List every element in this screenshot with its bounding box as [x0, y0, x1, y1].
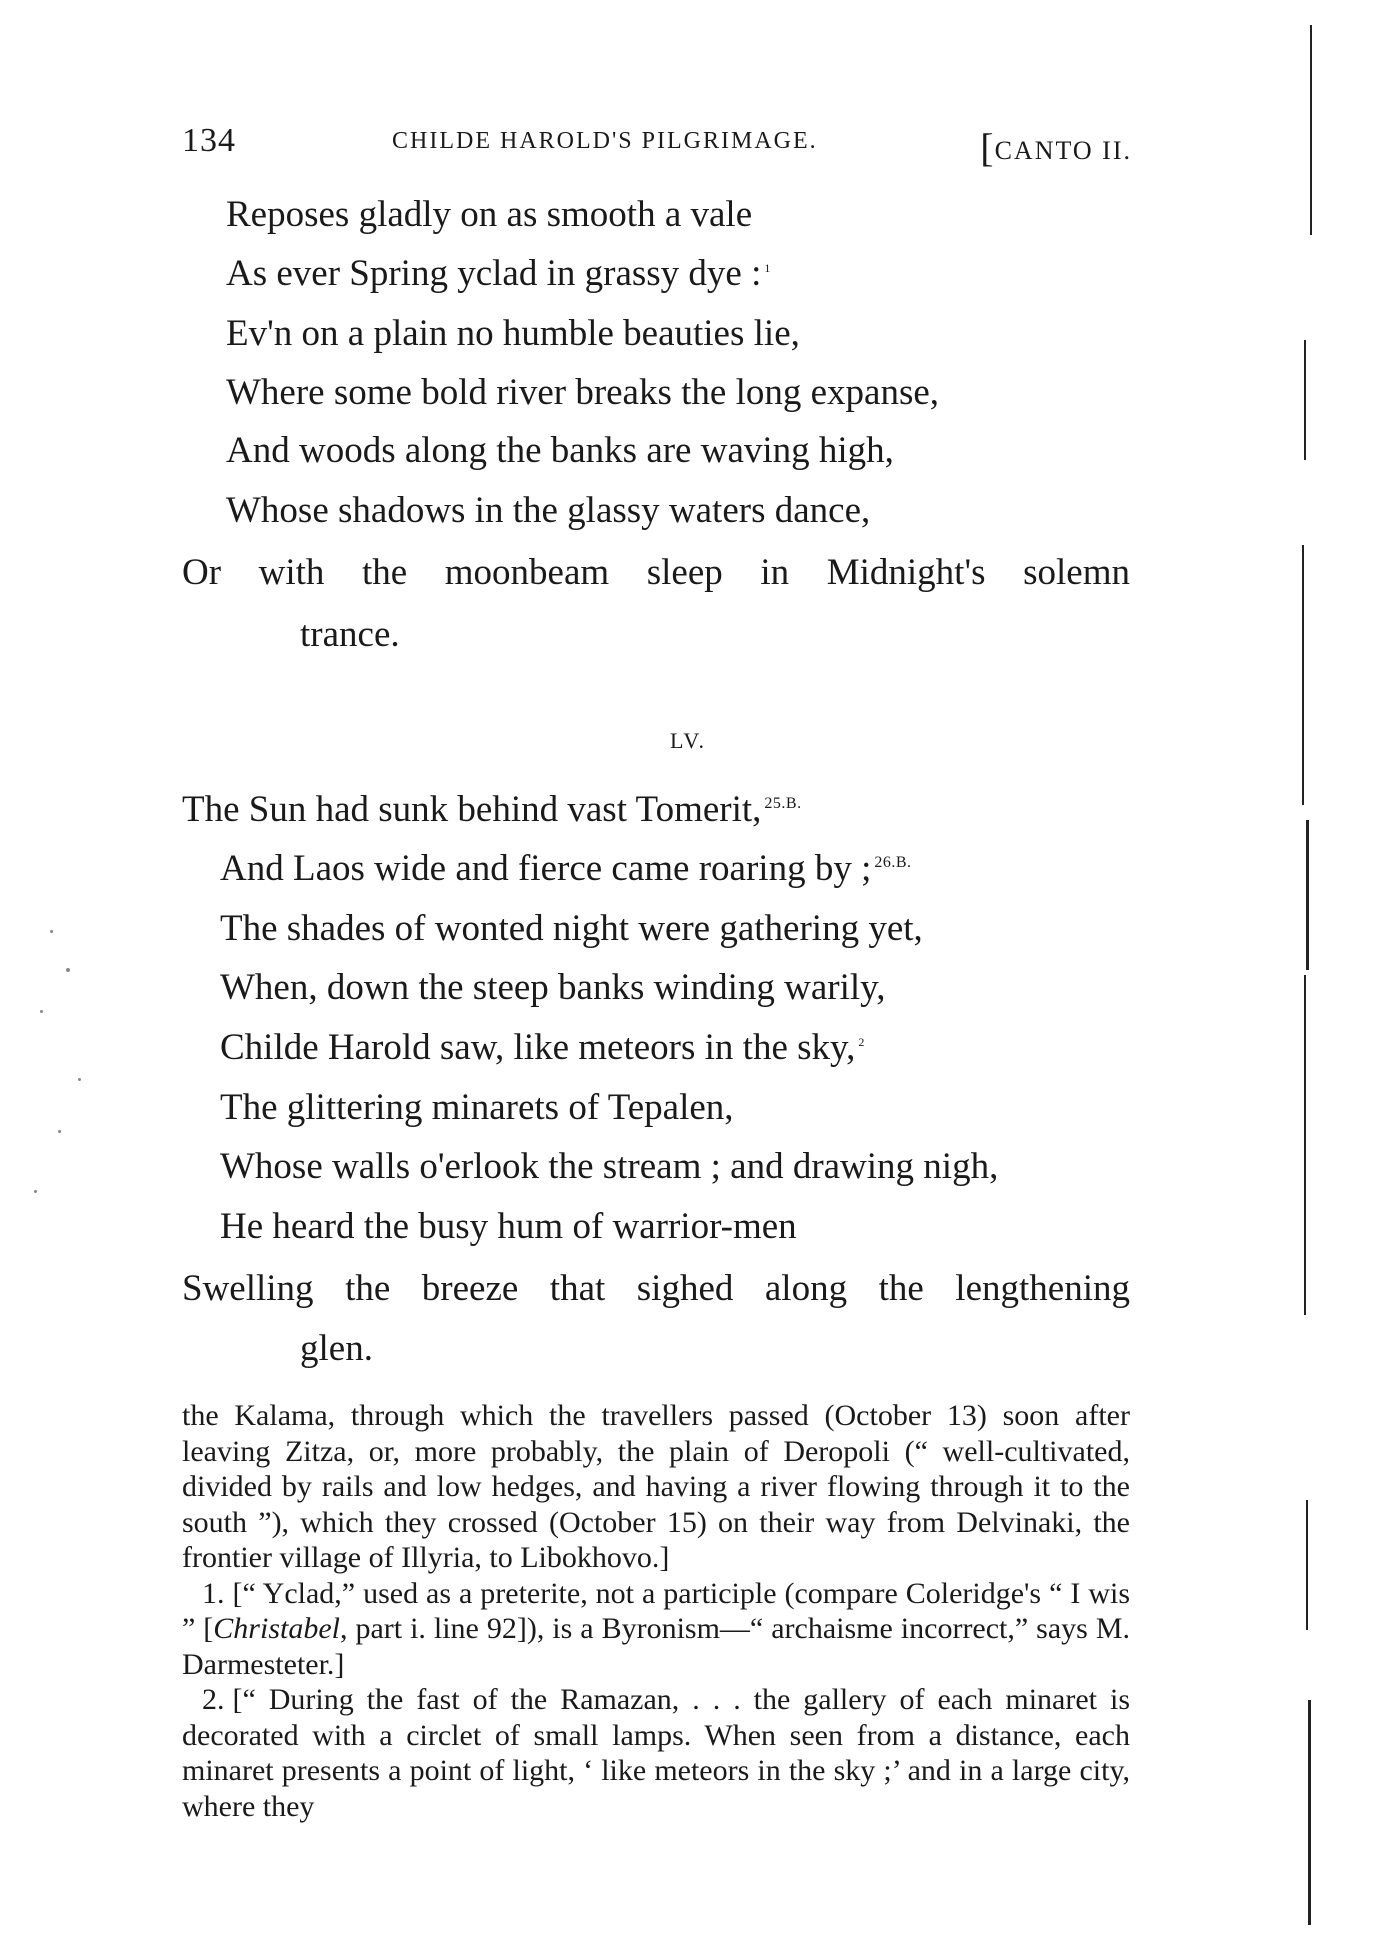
verse-line: Childe Harold saw, like meteors in the sky, $^2$ [220, 1027, 865, 1068]
verse-line: As ever Spring yclad in grassy dye : $^1$ [226, 253, 771, 294]
scan-edge-line [1306, 820, 1309, 970]
canto-text: CANTO II. [994, 136, 1132, 165]
verse-line: The glittering minarets of Tepalen, [220, 1087, 734, 1128]
scan-speck [34, 1190, 37, 1193]
verse-line: Whose shadows in the glassy waters dance, [226, 490, 871, 531]
verse-line: The Sun had sunk behind vast Tomerit, $^{25.B.}$ [182, 789, 802, 830]
scan-edge-line [1304, 975, 1306, 1315]
footnote-ref-2[interactable]: 2 [858, 1034, 865, 1049]
verse-line-turnover: trance. [300, 614, 400, 655]
verse-line: And Laos wide and fierce came roaring by ; $^{26.B.}$ [220, 848, 912, 889]
verse-line: Ev'n on a plain no humble beauties lie, [226, 313, 800, 354]
endnote-ref-25b[interactable]: 25.B. [764, 794, 802, 812]
scan-speck [78, 1078, 81, 1081]
verse-line: And woods along the banks are waving high, [226, 430, 894, 471]
verse-line: Reposes gladly on as smooth a vale [226, 194, 753, 235]
scan-edge-line [1310, 25, 1312, 235]
scan-edge-line [1302, 545, 1304, 805]
canto-label [980, 122, 1132, 169]
verse-line: He heard the busy hum of warrior-men [220, 1206, 797, 1247]
footnote-2: 2. [“ During the fast of the Ramazan, . . . the gallery of each minaret is decorated with a circlet of small lamps. When seen from a distance, each minaret presents a point of light, ‘ like meteors in the sky ;’ and in a large city, where they [182, 1683, 1130, 1823]
verse-line: When, down the steep banks winding warily, [220, 967, 886, 1008]
footnotes [182, 1398, 1130, 1824]
scan-speck [58, 1130, 61, 1133]
footnote-2-number: 2. [202, 1683, 225, 1716]
note-continuation: the Kalama, through which the travellers passed (October 13) soon after leaving Zitza, or, more probably, the plain of Deropoli (“ well-cultivated, divided by rails and low hedges, and having a river flowing through it to the south ”), which they crossed (October 15) on their way from Delvinaki, the frontier village of Illyria, to Libokhovo.] [182, 1399, 1130, 1574]
scan-speck [50, 930, 53, 933]
page-number: 134 [182, 122, 236, 159]
scan-edge-line [1306, 1500, 1308, 1630]
verse-line: The shades of wonted night were gathering yet, [220, 908, 923, 949]
stanza-number: LV. [670, 728, 706, 753]
footnote-1-title: Christabel [213, 1612, 340, 1645]
running-title: CHILDE HAROLD'S PILGRIMAGE. [392, 128, 818, 154]
verse-line: Where some bold river breaks the long expanse, [226, 372, 940, 413]
footnote-1: 1. [“ Yclad,” used as a preterite, not a participle (compare Coleridge's “ I wis ” [Christabel, part i. line 92]), is a Byronism—“ archaisme incorrect,” says M. Darmesteter.] [182, 1576, 1131, 1681]
verse-line: Swelling the breeze that sighed along the lengthening [182, 1268, 1130, 1309]
scan-speck [66, 968, 70, 972]
verse-line: Or with the moonbeam sleep in Midnight's solemn [182, 552, 1130, 593]
scan-edge-line [1304, 340, 1306, 460]
endnote-ref-26b[interactable]: 26.B. [874, 853, 912, 871]
scan-speck [40, 1010, 43, 1013]
scan-edge-line [1308, 1700, 1311, 1925]
verse-line: Whose walls o'erlook the stream ; and drawing nigh, [220, 1146, 999, 1187]
footnote-1-number: 1. [202, 1576, 225, 1610]
running-header [182, 122, 1132, 172]
footnote-ref-1[interactable]: 1 [764, 260, 771, 275]
verse-line-turnover: glen. [300, 1328, 373, 1369]
canto-bracket: [ [980, 125, 995, 170]
